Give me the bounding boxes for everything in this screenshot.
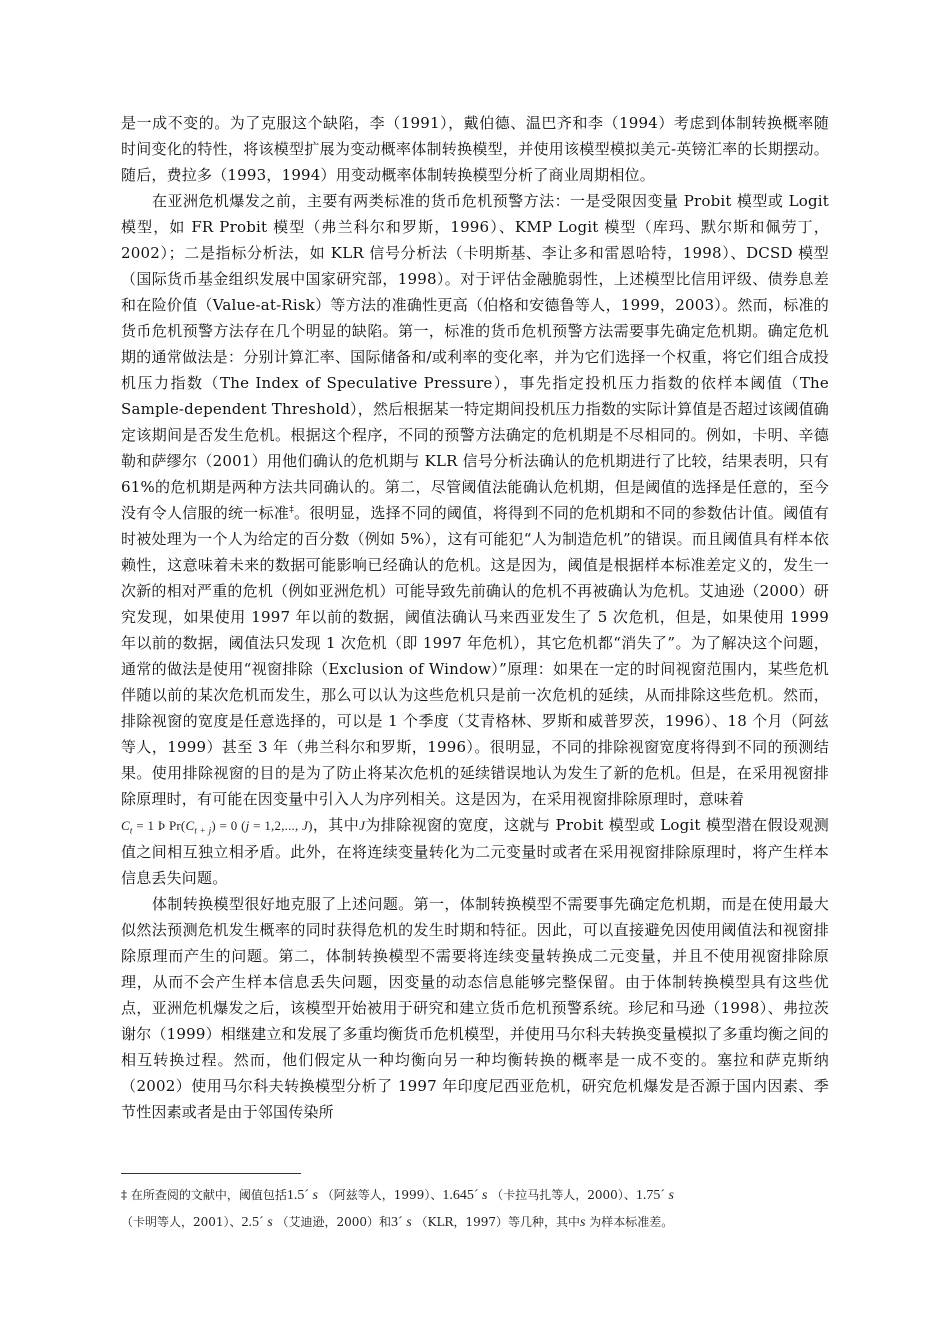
paragraph-2 <box>121 188 829 891</box>
footnote-text-3: （卡拉马扎等人，2000）、 <box>491 1188 636 1202</box>
footnote <box>121 1182 829 1236</box>
paragraph-1: 是一成不变的。为了克服这个缺陷，李（1991），戴伯德、温巴齐和李（1994）考虑到体制转换概率随时间变化的特性，将该模型扩展为变动概率体制转换模型，并使用该模型模拟美元-英镑汇率的长期摆动。随后，费拉多（1993，1994）用变动概率体制转换模型分析了商业周期相位。 <box>121 114 829 184</box>
inline-formula: $C_t = 1$ Þ $Pr(C_{t + j}) = 0$ (j = 1,2,..., J) <box>121 818 313 836</box>
footnote-text-4: （卡明等人，2001）、 <box>121 1215 242 1229</box>
threshold-2: 1.645´ s <box>442 1188 488 1203</box>
paragraph-2-text-a: 在亚洲危机爆发之前，主要有两类标准的货币危机预警方法：一是受限因变量 Probit 模型或 Logit 模型，如 FR Probit 模型（弗兰科尔和罗斯，1996）、KMP Logit 模型（库玛、默尔斯和佩劳丁，2002）；二是指标分析法，如 KLR 信号分析法（卡明斯基、李让多和雷恩哈特，1998）、DCSD 模型（国际货币基金组织发展中国家研究部，1998）。对于评估金融脆弱性，上述模型比信用评级、债券息差和在险价值（Value-at-Risk）等方法的准确性更高（伯格和安德鲁等人，1999，2003）。然而，标准的货币危机预警方法存在几个明显的缺陷。第一，标准的货币危机预警方法需要事先确定危机期。确定危机期的通常做法是：分别计算汇率、国际储备和/或利率的变化率，并为它们选择一个权重，将它们组合成投机压力指数（The Index of Speculative Pressure），事先指定投机压力指数的依样本阈值（The Sample-dependent Threshold），然后根据某一特定期间投机压力指数的实际计算值是否超过该阈值确定该期间是否发生危机。根据这个程序，不同的预警方法确定的危机期是不尽相同的。例如，卡明、辛德勒和萨缪尔（2001）用他们确认的危机期与 KLR 信号分析法确认的危机期进行了比较，结果表明，只有 61%的危机期是两种方法共同确认的。第二，尽管阈值法能确认危机期，但是阈值的选择是任意的，至今没有令人信服的统一标准 <box>121 192 829 522</box>
paragraph-2-text-c1: ，其中 <box>312 816 360 834</box>
formula-J: J <box>359 818 366 833</box>
paragraph-2-text-c2: 为排除视窗的宽度，这就与 Probit 模型或 Logit 模型潜在假设观测值之间相互独立相矛盾。此外，在将连续变量转化为二元变量时或者在采用视窗排除原理时，将产生样本信息丢失问题。 <box>121 816 829 887</box>
footnote-mark: ‡ <box>121 1188 127 1202</box>
footnote-marker[interactable]: ‡ <box>289 505 294 515</box>
threshold-1: 1.5´ s <box>286 1188 318 1203</box>
sigma-symbol: s <box>580 1215 586 1230</box>
threshold-3: 1.75´ s <box>635 1188 674 1203</box>
footnote-divider <box>121 1173 301 1174</box>
footnote-text-6: （KLR，1997）等几种，其中 <box>415 1215 581 1229</box>
threshold-4: 2.5´ s <box>241 1215 273 1230</box>
paragraph-3: 体制转换模型很好地克服了上述问题。第一，体制转换模型不需要事先确定危机期，而是在使用最大似然法预测危机发生概率的同时获得危机的发生时期和特征。因此，可以直接避免因使用阈值法和视窗排除原理而产生的问题。第二，体制转换模型不需要将连续变量转换成二元变量，并且不使用视窗排除原理，从而不会产生样本信息丢失问题，因变量的动态信息能够完整保留。由于体制转换模型具有这些优点，亚洲危机爆发之后，该模型开始被用于研究和建立货币危机预警系统。珍尼和马逊（1998）、弗拉茨谢尔（1999）相继建立和发展了多重均衡货币危机模型，并使用马尔科夫转换变量模拟了多重均衡之间的相互转换过程。然而，他们假定从一种均衡向另一种均衡转换的概率是一成不变的。塞拉和萨克斯纳（2002）使用马尔科夫转换模型分析了 1997 年印度尼西亚危机，研究危机爆发是否源于国内因素、季节性因素或者是由于邻国传染所 <box>121 895 829 1121</box>
footnote-text-5: （艾迪逊，2000）和 <box>276 1215 392 1229</box>
paragraph-2-text-b: 。很明显，选择不同的阈值，将得到不同的危机期和不同的参数估计值。阈值有时被处理为一个人为给定的百分数（例如 5%），这有可能犯“人为制造危机”的错误。而且阈值具有样本依赖性，这意味着未来的数据可能影响已经确认的危机。这是因为，阈值是根据样本标准差定义的，发生一次新的相对严重的危机（例如亚洲危机）可能导致先前确认的危机不再被确认为危机。艾迪逊（2000）研究发现，如果使用 1997 年以前的数据，阈值法确认马来西亚发生了 5 次危机，但是，如果使用 1999 年以前的数据，阈值法只发现 1 次危机（即 1997 年危机），其它危机都“消失了”。为了解决这个问题，通常的做法是使用“视窗排除（Exclusion of Window）”原理：如果在一定的时间视窗范围内，某些危机伴随以前的某次危机而发生，那么可以认为这些危机只是前一次危机的延续，从而排除这些危机。然而，排除视窗的宽度是任意选择的，可以是 1 个季度（艾青格林、罗斯和威普罗茨，1996）、18 个月（阿兹等人，1999）甚至 3 年（弗兰科尔和罗斯，1996）。很明显，不同的排除视窗宽度将得到不同的预测结果。使用排除视窗的目的是为了防止将某次危机的延续错误地认为发生了新的危机。但是，在采用视窗排除原理时，有可能在因变量中引入人为序列相关。这是因为，在采用视窗排除原理时，意味着 <box>121 504 830 808</box>
footnote-text-2: （阿兹等人，1999）、 <box>321 1188 443 1202</box>
footnote-text-7: 为样本标准差。 <box>589 1215 674 1229</box>
threshold-5: 3´ s <box>391 1215 412 1230</box>
document-body <box>121 110 829 1125</box>
footnote-text-1: 在所查阅的文献中，阈值包括 <box>127 1188 287 1202</box>
